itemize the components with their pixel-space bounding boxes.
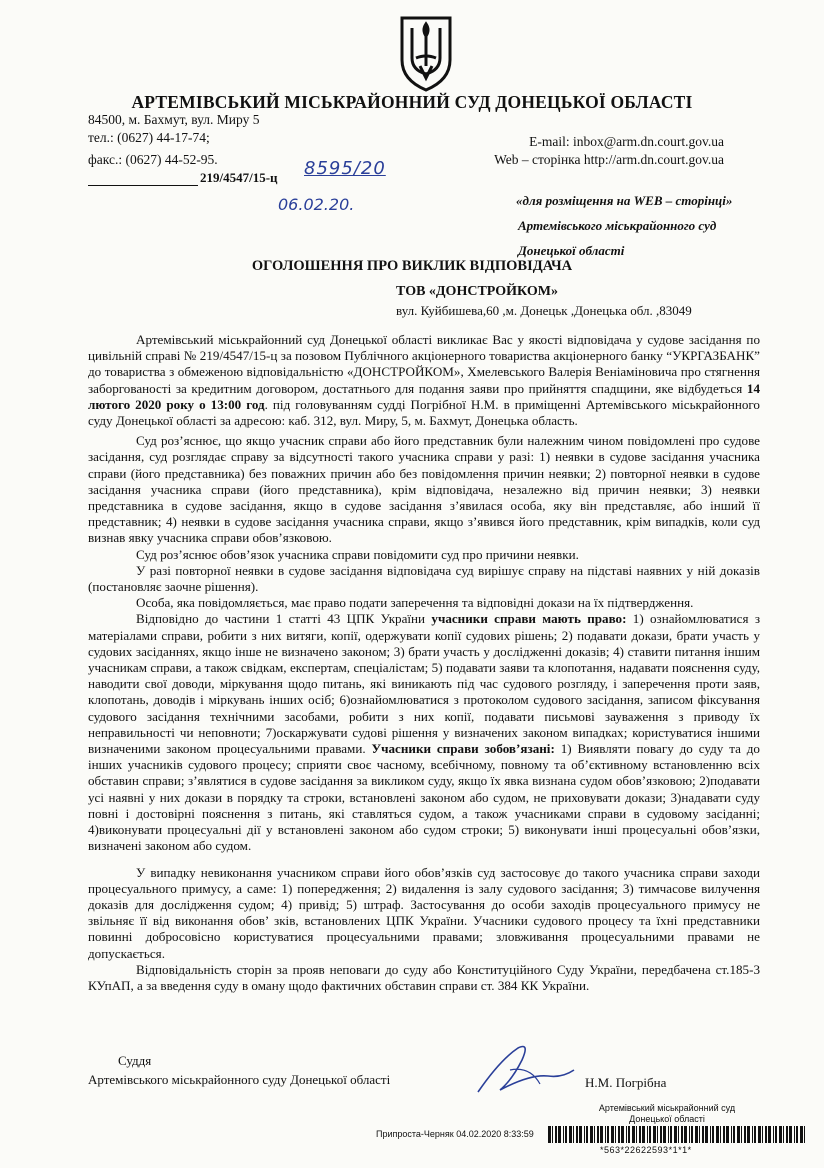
barcode-bar — [552, 1126, 553, 1143]
handwritten-signature — [470, 1040, 580, 1100]
summons-text: Артемівський міськрайонний суд Донецької області викликає Вас у якості відповідача у судове засідання по цивільній справі № 219/4547/15-ц за позовом Публічного акціонерного товариства акціонерного банку “УКРГАЗБАНК” до товариства з обмеженою відповідальністю «ДОНСТРОЙКОМ», Хмелевського Валерія Веніаміновича про стягнення заборгованості за кредитним договором, достатнього для подання заяви про прийняття спадщини, яке відбудеться — [88, 332, 760, 396]
barcode-bar — [663, 1126, 666, 1143]
barcode-bar — [569, 1126, 572, 1143]
stamp-line-2: Донецької області — [629, 1114, 705, 1124]
signature-title: Суддя — [118, 1053, 152, 1068]
barcode-bar — [611, 1126, 614, 1143]
court-contacts — [88, 111, 259, 169]
barcode-bar — [657, 1126, 658, 1143]
barcode-bar — [741, 1126, 742, 1143]
barcode-bar — [699, 1126, 700, 1143]
paragraph-liability: Відповідальність сторін за прояв неповаги до суду або Конституційного Суду України, передбачена ст.185-3 КУпАП, а за введення суду в оману щодо фактичних обставин справи ст. 384 КК України. — [88, 961, 760, 993]
court-fax: факс.: (0627) 44-52-95. — [88, 152, 218, 167]
rights-list: 1) ознайомлюватися з матеріалами справи, робити з них витяги, копії, одержувати копії судових рішень; 2) подавати докази, брати участь у судових засіданнях, якщо інше не визначено законом; 3) брати участь у дослідженні доказів; 4) ставити питання іншим учасникам справи, а також свідкам, експертам, спеціалістам; 5) подавати заяви та клопотання, надавати пояснення суду, наводити свої доводи, міркування щодо питань, які виникають під час судового розгляду, і заперечення проти заяв, клопотань, доводів і міркувань інших осіб; 6)ознайомлюватися з протоколом судового засідання, записом фіксування судового засідання технічними засобами, робити з них копії, подавати письмові зауваження з приводу їх неправильності чи неповноти; 7)оскаржувати судові рішення у визначених законом випадках; користуватися іншими визначеними законом процесуальними правами. — [88, 611, 760, 757]
barcode-bar — [649, 1126, 651, 1143]
judge-name: Н.М. Погрібна — [585, 1075, 667, 1090]
barcode-bar — [783, 1126, 784, 1143]
blank-line — [88, 185, 198, 186]
barcode-bar — [773, 1126, 774, 1143]
barcode-bar — [789, 1126, 792, 1143]
barcode-bar — [632, 1126, 635, 1143]
paragraph-absence-rules: Суд роз’яснює, що якщо учасник справи або його представник були належним чином повідомлені про судове засідання, суд розглядає справу за відсутності такого учасника справи у разі: 1) неявки в судове засідання учасника справи (його представника) без поважних причин або без повідомлення причин неявки; 2) повторної неявки в судове засідання учасника справи (його представника), крім відповідача, незалежно від причин неявки; 3) неявки представника в судове засідання, якщо в судове засідання з’явилася особа, яку він представляє, або інший її представник; 4) неявки в судове засідання учасника справи, якщо з’явився його представник, крім випадків, коли суд визнав явку учасника справи обов’язковою. — [88, 433, 760, 546]
barcode-bar — [628, 1126, 630, 1143]
barcode-bar — [786, 1126, 788, 1143]
barcode-bar — [563, 1126, 564, 1143]
barcode-bar — [605, 1126, 606, 1143]
barcode-bar — [768, 1126, 771, 1143]
barcode-bar — [754, 1126, 756, 1143]
barcode-bar — [607, 1126, 609, 1143]
paragraph-objection-right: Особа, яка повідомляється, має право подати заперечення та відповідні докази на їх підтвердження. — [136, 595, 694, 611]
barcode-bar — [576, 1126, 578, 1143]
court-phone: тел.: (0627) 44-17-74; — [88, 130, 210, 145]
barcode-bar — [695, 1126, 698, 1143]
paragraph-rights-duties — [88, 611, 760, 854]
barcode-bar — [689, 1126, 690, 1143]
barcode-bar — [660, 1126, 662, 1143]
barcode-bar — [668, 1126, 669, 1143]
handwritten-date: 06.02.20. — [278, 195, 355, 214]
barcode-bar — [615, 1126, 616, 1143]
barcode-bar — [712, 1126, 714, 1143]
barcode-bar — [796, 1126, 798, 1143]
barcode-bar — [720, 1126, 721, 1143]
defendant-name: ТОВ «ДОНСТРОЙКОМ» — [396, 284, 558, 299]
barcode-bar — [710, 1126, 711, 1143]
paragraph-repeat-absence: У разі повторної неявки в судове засідання відповідача суд вирішує справу на підставі наявних у ній доказів (постановляє заочне рішення). — [88, 562, 760, 595]
barcode-bar — [600, 1126, 603, 1143]
outgoing-number — [88, 170, 278, 186]
barcode-bar — [590, 1126, 593, 1143]
barcode-bar — [674, 1126, 677, 1143]
barcode-bar — [691, 1126, 693, 1143]
barcode-bar — [775, 1126, 777, 1143]
barcode-bar — [737, 1126, 740, 1143]
court-email: E-mail: inbox@arm.dn.court.gov.ua — [529, 134, 724, 149]
barcode-bar — [731, 1126, 732, 1143]
barcode-bar — [597, 1126, 599, 1143]
web-publication-note — [516, 188, 756, 263]
barcode-bar — [573, 1126, 574, 1143]
signature-court: Артемівського міськрайонного суду Донецької області — [88, 1072, 391, 1087]
court-stamp — [582, 1103, 752, 1125]
rights-heading: учасники справи мають право: — [431, 611, 627, 627]
barcode-bar — [618, 1126, 620, 1143]
barcode-bar — [744, 1126, 746, 1143]
barcode-bar — [670, 1126, 672, 1143]
case-reference: 219/4547/15-ц — [200, 170, 278, 185]
barcode-bar — [779, 1126, 782, 1143]
paragraph-coercion: У випадку невиконання учасником справи його обов’язків суд застосовує до такого учасника справи заходи процесуального примусу, а саме: 1) попередження; 2) видалення із залу судового засідання; 3) тимчасове вилучення доказів для дослідження судом; 4) привід; 5) штраф. Застосування до особи заходів процесуального примусу не звільняє її від виконання обов’ зків, встановлених ЦПК України. Учасники судового процесу та їхні представники повинні добросовісно користуватися процесуальними правами; зловживання процесуальними правами не допускається. — [88, 864, 760, 961]
court-website: Web – сторінка http://arm.dn.court.gov.ua — [494, 152, 724, 167]
barcode-bar — [705, 1126, 708, 1143]
barcode-bar — [594, 1126, 595, 1143]
summons-text-end: . під головуванням судді Погрібної Н.М. в приміщенні Артемівського міськрайонного суду Донецької області за адресою: каб. 312, вул. Миру, 5, м. Бахмут, Донецька область. — [88, 396, 760, 429]
barcode-bar — [800, 1126, 803, 1143]
barcode-bar — [565, 1126, 567, 1143]
barcode-bar — [558, 1126, 561, 1143]
registration-stamp: Припроста-Черняк 04.02.2020 8:33:59 — [376, 1129, 534, 1139]
barcode-bar — [636, 1126, 637, 1143]
web-note-line-1: «для розміщення на WEB – сторінці» — [516, 193, 733, 208]
barcode-bar — [548, 1126, 551, 1143]
barcode-bar — [681, 1126, 683, 1143]
paragraph-notify-duty: Суд роз’яснює обов’язок учасника справи повідомити суд про причини неявки. — [136, 546, 579, 562]
barcode-bar — [702, 1126, 704, 1143]
barcode-bar — [723, 1126, 725, 1143]
court-online-contacts — [446, 133, 724, 169]
barcode-bar — [642, 1126, 645, 1143]
announcement-title: ОГОЛОШЕННЯ ПРО ВИКЛИК ВІДПОВІДАЧА — [251, 258, 573, 274]
barcode-text: *563*22622593*1*1* — [600, 1145, 692, 1155]
barcode-bar — [586, 1126, 588, 1143]
stamp-line-1: Артемівський міськрайонний суд — [598, 1103, 736, 1113]
barcode-bar — [579, 1126, 582, 1143]
barcode-icon — [548, 1126, 808, 1143]
barcode-bar — [647, 1126, 648, 1143]
defendant-address: вул. Куйбишева,60 ,м. Донецьк ,Донецька обл. ,83049 — [396, 303, 692, 318]
barcode-bar — [684, 1126, 687, 1143]
announcement-body — [88, 332, 760, 994]
hearing-date: 14 лютого 2020 року о 13:00 год — [88, 380, 760, 412]
barcode-bar — [621, 1126, 624, 1143]
web-note-line-2: Артемівського міськрайонного суд — [518, 218, 717, 233]
handwritten-number: 8595/20 — [304, 158, 386, 179]
barcode-bar — [716, 1126, 719, 1143]
barcode-bar — [752, 1126, 753, 1143]
barcode-bar — [758, 1126, 761, 1143]
barcode-bar — [653, 1126, 656, 1143]
trident-emblem-icon — [398, 14, 454, 92]
duties-heading: Учасники справи зобов’язані: — [371, 741, 555, 757]
barcode-bar — [747, 1126, 750, 1143]
barcode-bar — [726, 1126, 729, 1143]
barcode-bar — [584, 1126, 585, 1143]
barcode-bar — [762, 1126, 763, 1143]
barcode-bar — [555, 1126, 557, 1143]
barcode-bar — [765, 1126, 767, 1143]
barcode-bar — [804, 1126, 805, 1143]
court-address: 84500, м. Бахмут, вул. Миру 5 — [88, 112, 260, 127]
paragraph-summons — [88, 332, 760, 429]
barcode-bar — [733, 1126, 735, 1143]
barcode-bar — [678, 1126, 679, 1143]
barcode-bar — [639, 1126, 641, 1143]
web-note-line-3: Донецької області — [518, 243, 625, 258]
rights-intro: Відповідно до частини 1 статті 43 ЦПК України — [136, 611, 432, 627]
barcode-bar — [626, 1126, 627, 1143]
barcode-bar — [794, 1126, 795, 1143]
court-title: АРТЕМІВСЬКИЙ МІСЬКРАЙОННИЙ СУД ДОНЕЦЬКОЇ ОБЛАСТІ — [131, 92, 693, 112]
duties-list: 1) Виявляти повагу до суду та до інших учасників судового процесу; сприяти своє часному, всебічному, повному та об’єктивному встановленню всіх обставин справи; з’являтися в судове засідання за викликом суду, якщо їх явка визнана судом обов’язковою; 2)подавати усі наявні у них докази в порядку та строки, встановлені законом або судом, не приховувати докази; 3)надавати суду повні і достовірні пояснення з питань, які ставляться судом, а також учасниками справи в судовому засіданні; 4)виконувати процесуальні дії у встановлені законом або судом строки; 5) виконувати інші процесуальні обов’язки, визначені законом або судом. — [88, 741, 760, 854]
